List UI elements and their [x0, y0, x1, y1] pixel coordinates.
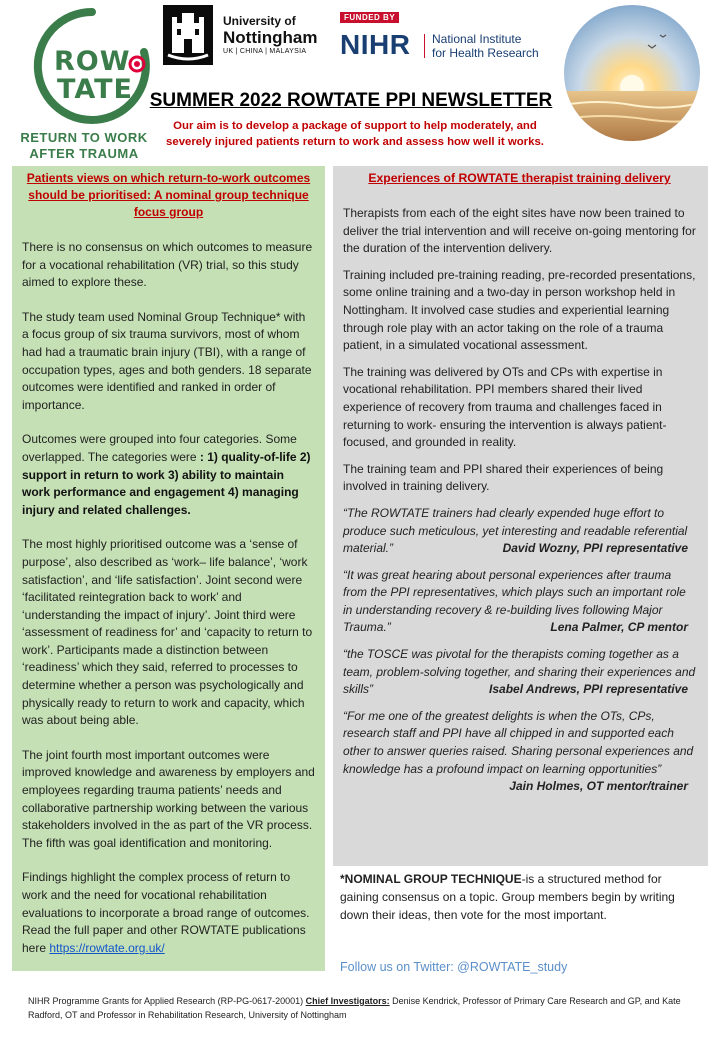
training-paragraph: Training included pre-training reading, pre-recorded presentations, some online training and a two-day in person workshop held in Nottingham. It involved case studies and experiential learning through role play with an actor taking on the role of a trauma patient, in a simulated vocational assessment. [343, 267, 696, 353]
quote-attribution: Jain Holmes, OT mentor/trainer [509, 779, 688, 794]
newsletter-title: SUMMER 2022 ROWTATE PPI NEWSLETTER [149, 90, 553, 111]
footer [28, 994, 704, 1022]
rowtate-logo-tate: TATE [57, 74, 133, 105]
nihr-mark: NIHR [340, 29, 411, 60]
castle-crest-icon [163, 5, 213, 65]
funded-by-label: FUNDED BY [340, 12, 399, 23]
chief-investigators-label: Chief Investigators: [305, 996, 390, 1006]
categories-intro: Outcomes were grouped into four categories. Some overlapped. The categories were [22, 432, 297, 464]
training-heading: Experiences of ROWTATE therapist training delivery [368, 171, 671, 185]
training-paragraph: Therapists from each of the eight sites have now been trained to deliver the trial intervention and will receive on-going mentoring for the duration of the intervention delivery. [343, 206, 696, 256]
rowtate-website-link[interactable]: https://rowtate.org.uk/ [49, 940, 165, 955]
training-paragraph: The training was delivered by OTs and CPs with expertise in vocational rehabilitation. PPI members shared their lived experience of recovery from trauma and challenges faced in returning to work- ensuring the intervention is always patient-focused, and grounded in reality. [343, 364, 667, 450]
quote-attribution: Isabel Andrews, PPI representative [489, 682, 688, 697]
ngt-definition: -is a structured method for gaining consensus on a topic. Group members begin by writing down their ideas, then vote for the most important. [340, 872, 675, 922]
nihr-logo [340, 12, 550, 62]
quote-attribution: David Wozny, PPI representative [502, 541, 688, 556]
uon-line-1: University of [223, 14, 296, 28]
quote-attribution: Lena Palmer, CP mentor [550, 620, 688, 635]
twitter-follow[interactable]: Follow us on Twitter: @ROWTATE_study [340, 960, 568, 974]
rowtate-tagline-1: RETURN TO WORK [20, 130, 148, 145]
ngt-label: *NOMINAL GROUP TECHNIQUE [340, 872, 522, 886]
chief-investigators: Denise Kendrick, Professor of Primary Care Research and GP, and Kate Radford, OT and Professor in Rehabilitation Research, University of Nottingham [28, 996, 681, 1020]
categories-list: : 1) quality-of-life 2) support in return to work 3) ability to maintain work performance and engagement 4) managing injury and related challenges. [22, 449, 311, 517]
quote-text: “For me one of the greatest delights is when the OTs, CPs, research staff and PPI have all chipped in and supported each other to answer queries raised. Sharing personal experiences and knowledge has a profound impact on learning opportunities” [343, 708, 694, 776]
uon-line-2: Nottingham [223, 28, 318, 47]
quote-text: “the TOSCE was pivotal for the therapists coming together as a team, problem-solving together, and sharing their experiences and skills” [343, 647, 696, 697]
quote [343, 646, 696, 699]
study-heading: Patients views on which return-to-work outcomes should be prioritised: A nominal group technique focus group [26, 171, 311, 219]
rowtate-tagline-2: AFTER TRAUMA [29, 146, 139, 161]
study-paragraph: There is no consensus on which outcomes to measure for a vocational rehabilitation (VR) trial, so this study aimed to explore these. [22, 240, 313, 290]
uon-line-3: UK | CHINA | MALAYSIA [223, 48, 307, 55]
training-paragraph: The training team and PPI shared their experiences of being involved in training delivery. [343, 461, 664, 494]
quote [343, 505, 696, 558]
study-paragraph: Findings highlight the complex process of return to work and the need for vocational rehabilitation evaluations to incorporate a broad range of outcomes. [22, 870, 310, 920]
quote-text: “It was great hearing about personal experiences after trauma from the PPI representatives, which plays such an important role in understanding recovery & re-building lives following Major Trauma.” [343, 567, 686, 635]
read-more-text: Read the full paper and other ROWTATE publications here [22, 923, 306, 955]
study-paragraph: The most highly prioritised outcome was a ‘sense of purpose’, also described as ‘work– life balance’, ‘work satisfaction’, and ‘life satisfaction’. Joint second were ‘facilitated reintegration back to work’ and ‘understanding the impact of injury’. Joint third were ‘assessment of readiness for’ and ‘capacity to return to work’. Participants made a distinction between ‘readiness’ which they said, referred to processes to determine whether a person was psychologically and physically ready to return to work and capacity, which was about being able. [22, 537, 313, 728]
aim-statement: Our aim is to develop a package of support to help moderately, and severely injured patients return to work and assess how well it works. [166, 120, 544, 148]
nihr-name-line-2: for Health Research [432, 46, 539, 60]
training-experiences-panel [333, 166, 708, 866]
quote [343, 708, 696, 796]
study-paragraph [22, 431, 315, 519]
quote-text: “The ROWTATE trainers had clearly expended huge effort to produce such meticulous, yet interesting and readable referential material.” [343, 505, 688, 556]
study-findings-panel [12, 166, 325, 971]
university-of-nottingham-logo [163, 5, 318, 65]
read-more [22, 922, 315, 957]
grant-reference: NIHR Programme Grants for Applied Research (RP-PG-0617-20001) [28, 996, 306, 1006]
quote [343, 567, 696, 637]
nihr-divider [424, 34, 425, 58]
sunset-beach-image [564, 5, 700, 141]
study-paragraph: The joint fourth most important outcomes were improved knowledge and awareness by employers and employees regarding trauma patients’ needs and collaborative partnership working between the various stakeholders involved in the as part of the VR process. The fifth was goal identification and monitoring. [22, 747, 315, 850]
rowtate-logo [14, 4, 154, 164]
nominal-group-technique-note [340, 870, 700, 924]
nihr-name-line-1: National Institute [432, 32, 522, 46]
study-paragraph: The study team used Nominal Group Technique* with a focus group of six trauma survivors, most of whom had had a traumatic brain injury (TBI), with a range of occupation types, ages and both genders. 18 separate outcomes were identified and ranked in order of importance. [22, 309, 312, 412]
rowtate-logo-row: ROW [54, 46, 131, 77]
